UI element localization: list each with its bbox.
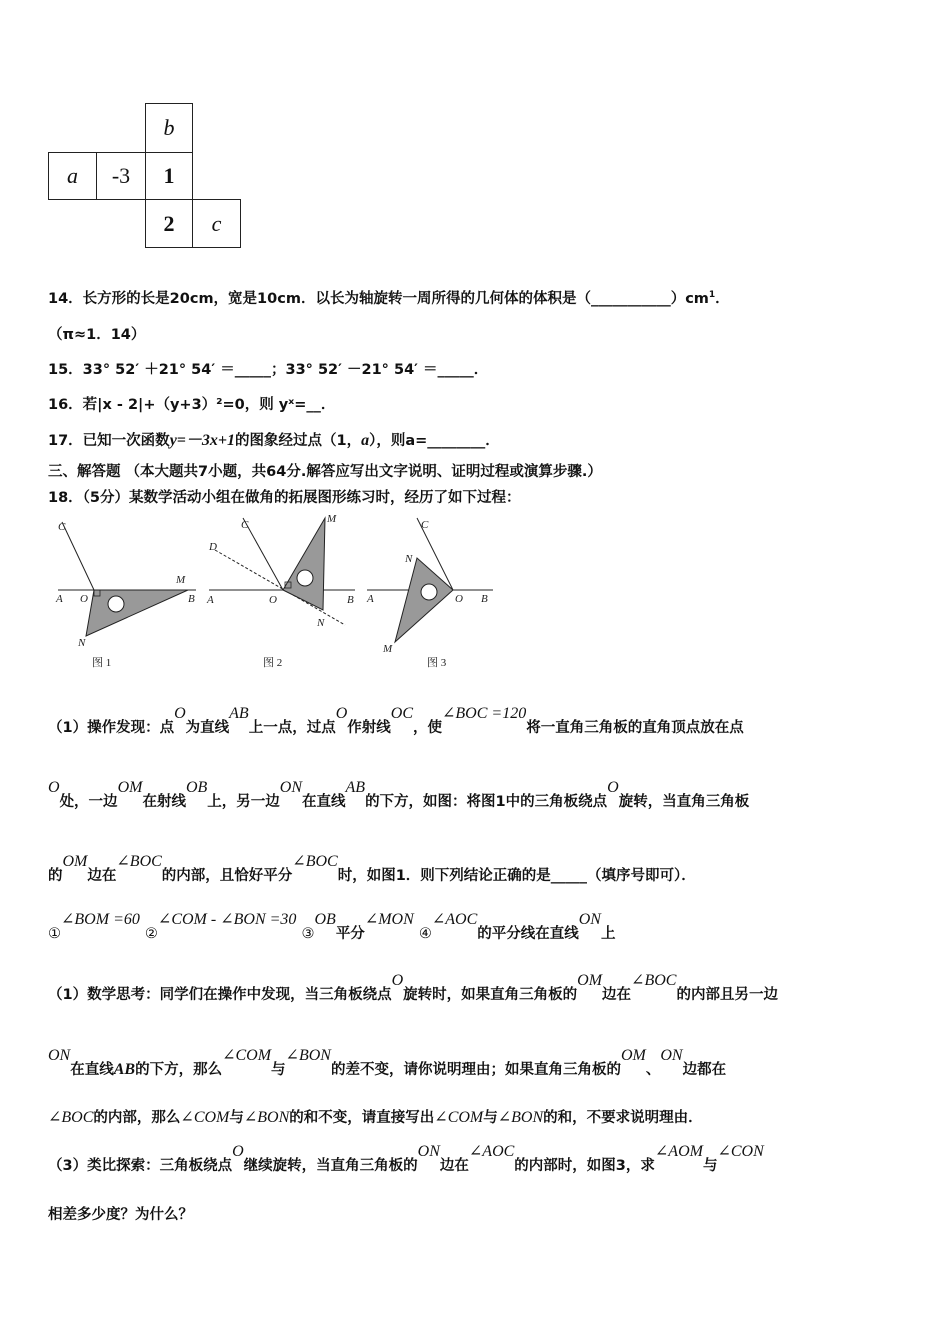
p1-OC: OC bbox=[390, 705, 413, 722]
p1-angle: ∠BOC =120 bbox=[442, 705, 527, 722]
p5-ON: ON bbox=[48, 1047, 71, 1064]
p7-ON: ON bbox=[417, 1143, 440, 1160]
p4-O: O bbox=[391, 972, 404, 989]
fig2-label-D: D bbox=[209, 541, 217, 553]
question-16: 16．若|x - 2|+（y+3）²=0，则 yˣ=__． bbox=[48, 397, 336, 413]
fig1-label-A: A bbox=[56, 593, 63, 605]
q18-part1-line3 bbox=[48, 853, 696, 885]
p2-b: 在射线 bbox=[142, 794, 186, 810]
fig2-label-C: C bbox=[241, 519, 249, 531]
fig1-caption: 图 1 bbox=[92, 657, 112, 669]
p2-f: 旋转，当直角三角板 bbox=[618, 794, 750, 810]
p4-OM: OM bbox=[577, 972, 603, 989]
fig3-label-A: A bbox=[367, 593, 374, 605]
option-2-marker: ② bbox=[144, 926, 158, 942]
net-cell-b: b bbox=[145, 103, 193, 153]
fig2-label-O: O bbox=[269, 594, 277, 606]
q18-part3-line1 bbox=[48, 1143, 764, 1175]
p7-CON: ∠CON bbox=[717, 1143, 764, 1160]
p7-AOM: ∠AOM bbox=[654, 1143, 703, 1160]
p5-d: 的差不变，请你说明理由；如果直角三角板的 bbox=[330, 1062, 621, 1078]
fig1-label-O: O bbox=[80, 593, 88, 605]
p7-a: （3）类比探索：三角板绕点 bbox=[48, 1158, 233, 1174]
p2-OM: OM bbox=[117, 779, 143, 796]
p6-BON2: ∠BON bbox=[497, 1109, 544, 1126]
p1-a: （1）操作发现：点 bbox=[48, 720, 175, 736]
option-4-text: 的平分线在直线 bbox=[477, 926, 579, 942]
p7-b: 继续旋转，当直角三角板的 bbox=[243, 1158, 418, 1174]
option-4-ON: ON bbox=[578, 911, 601, 928]
p2-OB: OB bbox=[185, 779, 208, 796]
fig1-label-C: C bbox=[58, 521, 66, 533]
q17-post: ），则 bbox=[369, 433, 406, 449]
fig1-label-N: N bbox=[78, 637, 86, 649]
fig1-label-B: B bbox=[188, 593, 195, 605]
p6-BOC: ∠BOC bbox=[48, 1109, 94, 1126]
q14-sup: 1 bbox=[708, 290, 716, 301]
option-1: ∠BOM =60 bbox=[61, 911, 140, 928]
p5-AB: AB bbox=[113, 1061, 136, 1078]
p2-ON: ON bbox=[279, 779, 303, 796]
fig3-label-M: M bbox=[383, 643, 393, 655]
net-cell-a: a bbox=[48, 152, 97, 200]
fig2-label-A: A bbox=[207, 594, 214, 606]
p6-e: 的和，不要求说明理由． bbox=[543, 1110, 703, 1126]
p5-b: 的下方，那么 bbox=[135, 1062, 223, 1078]
q18-options bbox=[48, 911, 616, 943]
figure-2 bbox=[205, 510, 365, 675]
p5-OM: OM bbox=[620, 1047, 646, 1064]
p6-d: 与 bbox=[483, 1110, 498, 1126]
figure-1 bbox=[48, 510, 203, 675]
p1-d: 作射线 bbox=[347, 720, 391, 736]
section-3-heading: 三、解答题 （本大题共7小题，共64分.解答应写出文字说明、证明过程或演算步骤.） bbox=[48, 464, 602, 480]
p5-f: 边都在 bbox=[682, 1062, 727, 1078]
p2-e: 的下方，如图：将图1中的三角板绕点 bbox=[365, 794, 608, 810]
q17-function: y=－3x+1 bbox=[169, 432, 236, 449]
p3-a: 的 bbox=[48, 868, 63, 884]
p4-c: 边在 bbox=[602, 987, 632, 1003]
p3-BOC: ∠BOC bbox=[116, 853, 162, 870]
fig2-caption: 图 2 bbox=[263, 657, 283, 669]
q18-part2-line1 bbox=[48, 972, 778, 1004]
question-14 bbox=[48, 287, 730, 308]
p2-AB: AB bbox=[345, 779, 366, 796]
p7-d: 的内部时，如图3，求 bbox=[514, 1158, 655, 1174]
p2-O: O bbox=[48, 779, 60, 796]
p7-O: O bbox=[232, 1143, 244, 1160]
p4-BOC: ∠BOC bbox=[631, 972, 677, 989]
option-3-text: 平分 bbox=[335, 926, 365, 942]
option-4-tail: 上 bbox=[600, 926, 616, 942]
p4-d: 的内部且另一边 bbox=[676, 987, 778, 1003]
p7-c: 边在 bbox=[439, 1158, 469, 1174]
p1-c: 上一点，过点 bbox=[248, 720, 336, 736]
q17-answer: a=________． bbox=[405, 433, 500, 449]
p5-ON2: ON bbox=[660, 1047, 683, 1064]
net-cell-1: 1 bbox=[145, 152, 193, 200]
q17-mid: 的图象经过点（1， bbox=[235, 433, 362, 449]
q17-pre: 17．已知一次函数 bbox=[48, 433, 170, 449]
p5-e: 、 bbox=[645, 1062, 661, 1078]
option-3-OB: OB bbox=[314, 911, 336, 928]
p3-OM: OM bbox=[62, 853, 88, 870]
option-3-marker: ③ bbox=[301, 926, 315, 942]
p6-BON: ∠BON bbox=[243, 1109, 290, 1126]
question-15: 15．33° 52′ ＋21° 54′ ＝_____；33° 52′ －21° 54′ ＝_____． bbox=[48, 362, 489, 378]
p1-O2: O bbox=[335, 705, 348, 722]
p4-b: 旋转时，如果直角三角板的 bbox=[403, 987, 578, 1003]
fig2-label-M: M bbox=[327, 513, 337, 525]
p3-b: 边在 bbox=[87, 868, 117, 884]
option-4-AOC: ∠AOC bbox=[431, 911, 478, 928]
fig2-label-B: B bbox=[347, 594, 354, 606]
fig3-label-B: B bbox=[481, 593, 488, 605]
p5-c: 与 bbox=[271, 1062, 286, 1078]
q18-part1-line2 bbox=[48, 779, 750, 811]
q18-title: 18．（5分）某数学活动小组在做角的拓展图形练习时，经历了如下过程： bbox=[48, 490, 521, 506]
p5-BON: ∠BON bbox=[285, 1047, 331, 1064]
p2-c: 上，另一边 bbox=[207, 794, 280, 810]
p2-d: 在直线 bbox=[302, 794, 346, 810]
p1-b: 为直线 bbox=[185, 720, 230, 736]
option-2: ∠COM - ∠BON =30 bbox=[157, 911, 297, 928]
fig3-label-C: C bbox=[421, 519, 429, 531]
p7-AOC: ∠AOC bbox=[468, 1143, 515, 1160]
figure-3 bbox=[365, 510, 505, 675]
net-cell-2: 2 bbox=[145, 199, 193, 248]
p6-COM: ∠COM bbox=[180, 1109, 230, 1126]
net-cell-minus3: -3 bbox=[96, 152, 146, 200]
fig2-label-N: N bbox=[317, 617, 325, 629]
p4-a: （1）数学思考：同学们在操作中发现，当三角板绕点 bbox=[48, 987, 392, 1003]
option-1-marker: ① bbox=[48, 926, 61, 942]
option-4-marker: ④ bbox=[418, 926, 432, 942]
q14-tail: ． bbox=[715, 291, 730, 307]
q18-part3-line2: 相差多少度？为什么？ bbox=[48, 1207, 193, 1223]
fig3-label-O: O bbox=[455, 593, 463, 605]
p3-BOC2: ∠BOC bbox=[292, 853, 338, 870]
p6-a: 的内部，那么 bbox=[93, 1110, 181, 1126]
p6-COM2: ∠COM bbox=[434, 1109, 484, 1126]
p1-AB: AB bbox=[229, 705, 249, 722]
p5-a: 在直线 bbox=[70, 1062, 114, 1078]
q17-var: a bbox=[361, 432, 370, 449]
option-3-MON: ∠MON bbox=[364, 911, 414, 928]
p3-d: 时，如图1．则下列结论正确的是_____（填序号即可）． bbox=[337, 868, 696, 884]
p1-e: ，使 bbox=[413, 720, 442, 736]
q14-text: 14．长方形的长是20cm，宽是10cm．以长为轴旋转一周所得的几何体的体积是（___________）cm bbox=[48, 291, 709, 307]
p2-a: 处，一边 bbox=[59, 794, 118, 810]
p1-O: O bbox=[174, 705, 186, 722]
p2-O2: O bbox=[607, 779, 619, 796]
p6-b: 与 bbox=[229, 1110, 244, 1126]
q18-part2-line2 bbox=[48, 1047, 727, 1079]
question-17 bbox=[48, 427, 500, 450]
q14-pi-note: （π≈1．14） bbox=[48, 327, 146, 343]
p5-COM: ∠COM bbox=[222, 1047, 272, 1064]
p7-e: 与 bbox=[702, 1158, 718, 1174]
q18-part1-line1 bbox=[48, 705, 744, 737]
p6-c: 的和不变，请直接写出 bbox=[289, 1110, 435, 1126]
q18-part2-line3 bbox=[48, 1106, 703, 1127]
fig1-label-M: M bbox=[176, 574, 186, 586]
net-cell-c: c bbox=[192, 199, 241, 248]
p1-f: 将一直角三角板的直角顶点放在点 bbox=[526, 720, 744, 736]
fig3-label-N: N bbox=[405, 553, 413, 565]
fig3-caption: 图 3 bbox=[427, 657, 447, 669]
p3-c: 的内部，且恰好平分 bbox=[161, 868, 293, 884]
